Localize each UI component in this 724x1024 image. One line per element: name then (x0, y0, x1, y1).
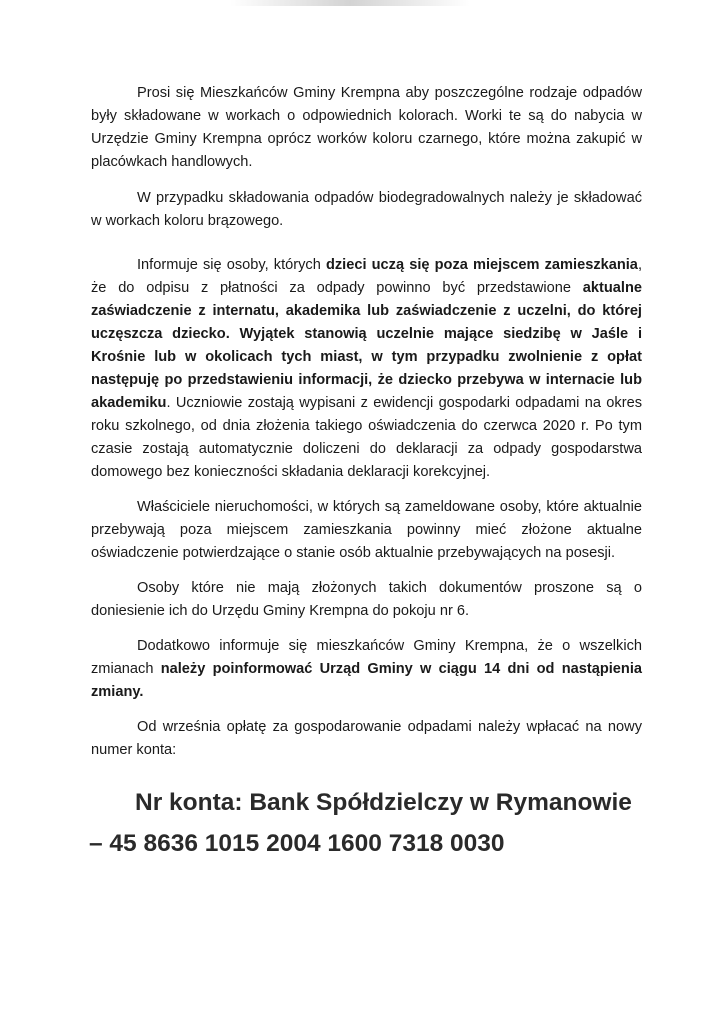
students-bold-d: aktualne zaświadczenie z internatu, akademika lub zaświadczenie z uczelni, do której uczęszcza dziecko. Wyjątek stanowią uczelnie mające siedzibę w Jaśle i Krośnie lub w okolicach tych miast, w tym przypadku zwolnienie z opłat następuję po przedstawieniu informacji, że dziecko przebywa w internacie lub akademiku (91, 280, 642, 411)
paragraph-students (91, 254, 642, 484)
changes-text-a: Dodatkowo informuje się mieszkańców Gminy Krempna, że o wszelkich zmianach (91, 638, 642, 677)
bank-account-line1: Nr konta: Bank Spółdzielczy w Rymanowie (135, 789, 632, 816)
changes-bold-b: należy poinformować Urząd Gminy w ciągu 14 dni od nastąpienia zmiany. (91, 661, 643, 700)
document-page (91, 82, 642, 864)
students-text-a: Informuje się osoby, których (137, 257, 326, 273)
bank-account-block (89, 782, 642, 864)
students-text-e: . Uczniowie zostają wypisani z ewidencji gospodarki odpadami na okres roku szkolnego, od dnia złożenia takiego oświadczenia do czerwca 2020 r. Po tym czasie zostają automatycznie doliczeni do deklaracji za odpady gospodarstwa domowego bez konieczności składania deklaracji korekcyjnej. (91, 395, 642, 480)
students-bold-b: dzieci uczą się poza miejscem zamieszkania (325, 257, 638, 273)
scan-edge-mark (230, 0, 470, 6)
paragraph-biodegradable: W przypadku składowania odpadów biodegradowalnych należy je składować w workach koloru brązowego. (91, 190, 642, 229)
paragraph-documents: Osoby które nie mają złożonych takich dokumentów proszone są o doniesienie ich do Urzędu Gminy Krempna do pokoju nr 6. (91, 580, 642, 619)
paragraph-changes (91, 635, 642, 704)
paragraph-waste-bags: Prosi się Mieszkańców Gminy Krempna aby poszczególne rodzaje odpadów były składowane w workach o odpowiednich kolorach. Worki te są do nabycia w Urzędzie Gminy Krempna oprócz worków koloru czarnego, które można zakupić w placówkach handlowych. (91, 85, 642, 170)
students-text-c: , że do odpisu z płatności za odpady powinno być przedstawione (91, 257, 642, 296)
paragraph-payment: Od września opłatę za gospodarowanie odpadami należy wpłacać na nowy numer konta: (91, 719, 642, 758)
paragraph-property-owners: Właściciele nieruchomości, w których są zameldowane osoby, które aktualnie przebywają poza miejscem zamieszkania powinny mieć złożone aktualne oświadczenie potwierdzające o stanie osób aktualnie przebywających na posesji. (91, 499, 642, 561)
bank-account-number: – 45 8636 1015 2004 1600 7318 0030 (89, 830, 505, 857)
